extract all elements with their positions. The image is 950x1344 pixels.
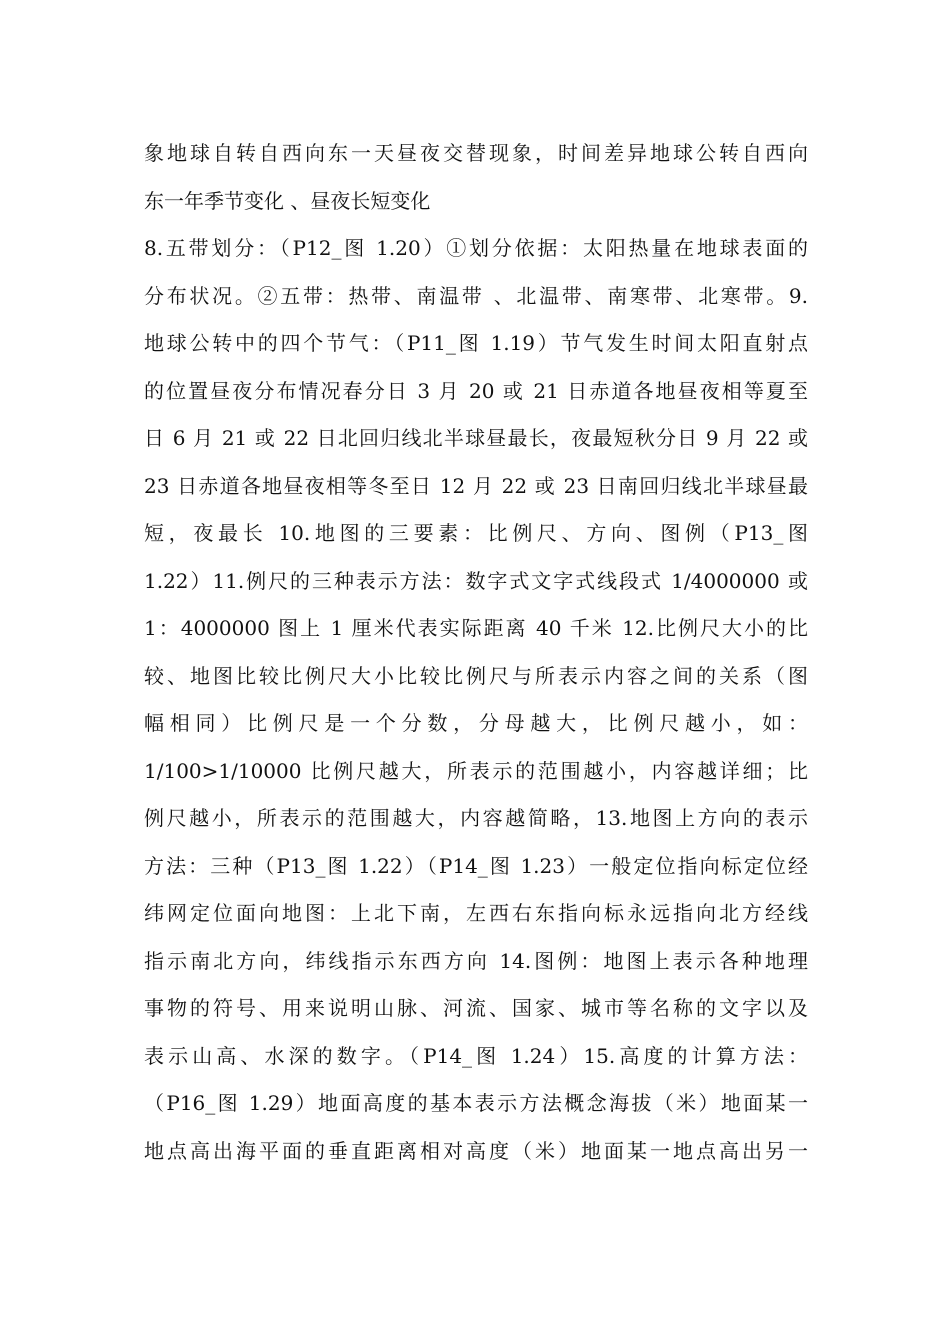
text-line: 1：4000000 图上 1 厘米代表实际距离 40 千米 12.比例尺大小的比 [144,616,808,640]
text-line: 幅相同）比例尺是一个分数，分母越大，比例尺越小，如： [144,711,808,735]
text-line: 较、地图比较比例尺大小比较比例尺与所表示内容之间的关系（图 [144,663,808,688]
text-line: 地点高出海平面的垂直距离相对高度（米）地面某一地点高出另一 [144,1138,808,1163]
text-line: 东一年季节变化 、昼夜长短变化 [144,188,431,213]
text-line: 表示山高、水深的数字。（P14_图 1.24）15.高度的计算方法： [144,1043,808,1068]
text-line: 8.五带划分：（P12_图 1.20）①划分依据：太阳热量在地球表面的 [144,236,808,260]
text-line: 短，夜最长 10.地图的三要素：比例尺、方向、图例（P13_图 [144,521,808,545]
text-line: 1.22）11.例尺的三种表示方法：数字式文字式线段式 1/4000000 或 [144,568,808,593]
document-text-body [144,130,808,1175]
text-line: （P16_图 1.29）地面高度的基本表示方法概念海拔（米）地面某一 [144,1091,808,1115]
text-line: 例尺越小，所表示的范围越大，内容越简略，13.地图上方向的表示 [144,806,808,830]
text-line: 事物的符号、用来说明山脉、河流、国家、城市等名称的文字以及 [144,996,808,1020]
text-line: 的位置昼夜分布情况春分日 3 月 20 或 21 日赤道各地昼夜相等夏至 [144,378,808,403]
text-line: 地球公转中的四个节气：（P11_图 1.19）节气发生时间太阳直射点 [144,331,808,355]
text-line: 分布状况。②五带：热带、南温带 、北温带、南寒带、北寒带。9. [144,283,808,308]
text-line: 指示南北方向，纬线指示东西方向 14.图例：地图上表示各种地理 [144,948,808,973]
text-line: 方法：三种（P13_图 1.22）（P14_图 1.23）一般定位指向标定位经 [144,853,808,878]
text-line: 日 6 月 21 或 22 日北回归线北半球昼最长，夜最短秋分日 9 月 22 或 [144,426,808,450]
text-line: 象地球自转自西向东一天昼夜交替现象，时间差异地球公转自西向 [144,141,808,165]
text-line: 1/100>1/10000 比例尺越大，所表示的范围越小，内容越详细；比 [144,758,808,783]
text-line: 23 日赤道各地昼夜相等冬至日 12 月 22 或 23 日南回归线北半球昼最 [144,473,808,498]
text-line: 纬网定位面向地图：上北下南，左西右东指向标永远指向北方经线 [144,901,808,925]
